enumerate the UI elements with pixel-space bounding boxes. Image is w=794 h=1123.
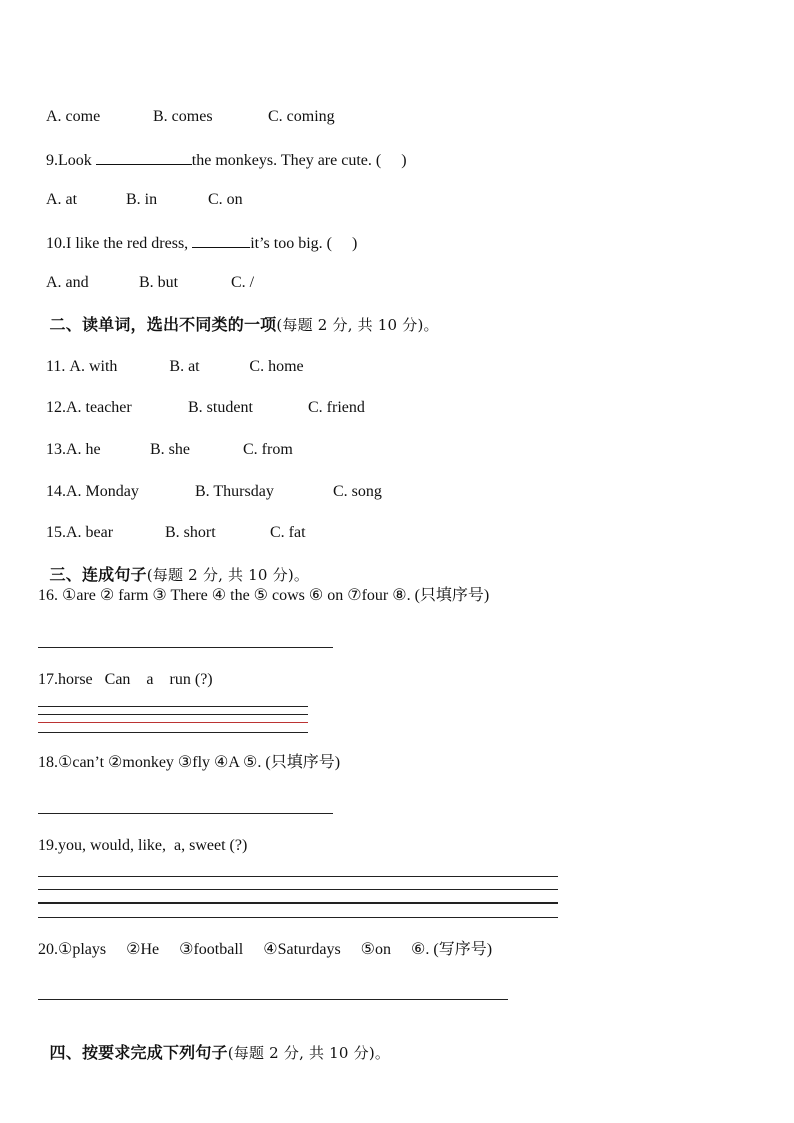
q17-prompt: 17.horse Can a run (?) (38, 671, 213, 688)
q19-prompt: 19.you, would, like, a, sweet (?) (38, 837, 248, 854)
q11-number: 11. (46, 358, 70, 375)
q19-writing-line-4[interactable] (38, 917, 558, 918)
q10-question (38, 212, 357, 254)
q8-option-c: C. coming (268, 108, 335, 125)
q11-option-c: C. home (249, 358, 304, 375)
section-2-score: (每题 2 分, 共 10 分)。 (276, 316, 439, 334)
q15-option-a: A. bear (66, 524, 114, 541)
q13-option-c: C. from (243, 441, 293, 458)
q9-question (38, 129, 407, 171)
q19-writing-line-3[interactable] (38, 902, 558, 904)
q15-row (38, 503, 306, 543)
q9-option-b: B. in (126, 191, 158, 208)
q15-number: 15. (46, 524, 66, 541)
section-4-title: 四、按要求完成下列句子 (49, 1043, 228, 1062)
q19-writing-line-2[interactable] (38, 889, 558, 890)
q17-writing-line-3[interactable] (38, 732, 308, 733)
q20-prompt: 20.①plays ②He ③football ④Saturdays ⑤on ⑥. (写序号) (38, 941, 493, 958)
q18-prompt: 18.①can’t ②monkey ③fly ④A ⑤. (只填序号) (38, 754, 341, 771)
q12-option-a: A. teacher (66, 399, 132, 416)
section-3-score: (每题 2 分, 共 10 分)。 (146, 566, 310, 584)
q12-option-c: C. friend (308, 399, 365, 416)
q8-option-b: B. comes (153, 108, 213, 125)
q17-writing-line-2[interactable] (38, 714, 308, 715)
q12-number: 12. (46, 399, 66, 416)
q13-number: 13. (46, 441, 66, 458)
section-2-heading (38, 295, 439, 335)
q11-option-b: B. at (169, 358, 200, 375)
q18-answer-line[interactable] (38, 813, 333, 814)
q16-answer-line[interactable] (38, 647, 333, 648)
q12-option-b: B. student (188, 399, 253, 416)
section-2-title: 二、读单词，选出不同类的一项 (49, 315, 277, 334)
q9-answer-blank[interactable] (96, 149, 192, 165)
q10-answer-blank[interactable] (192, 232, 250, 248)
q11-option-a: A. with (69, 358, 118, 375)
q13-option-b: B. she (150, 441, 190, 458)
q15-option-b: B. short (165, 524, 216, 541)
q14-number: 14. (46, 483, 66, 500)
q12-row (38, 378, 365, 418)
q10-prefix: 10.I like the red dress, (46, 235, 193, 252)
q10-options (38, 253, 254, 293)
q15-option-c: C. fat (270, 524, 306, 541)
q9-prefix: 9.Look (46, 152, 96, 169)
q8-option-a: A. come (46, 108, 101, 125)
q17-writing-line-1[interactable] (38, 706, 308, 707)
q10-option-a: A. and (46, 274, 89, 291)
q9-option-c: C. on (208, 191, 243, 208)
q14-option-c: C. song (333, 483, 382, 500)
q9-suffix: the monkeys. They are cute. ( ) (191, 152, 407, 169)
section-4-heading (38, 1023, 390, 1063)
q13-row (38, 420, 293, 460)
q19-writing-line-1[interactable] (38, 876, 558, 877)
q14-option-a: A. Monday (66, 483, 139, 500)
q9-option-a: A. at (46, 191, 78, 208)
q20-answer-line[interactable] (38, 999, 508, 1000)
q10-suffix: it’s too big. ( ) (250, 235, 358, 252)
q17-writing-line-red[interactable] (38, 722, 308, 723)
section-4-score: (每题 2 分, 共 10 分)。 (227, 1044, 391, 1062)
q9-options (38, 170, 243, 210)
q13-option-a: A. he (66, 441, 101, 458)
q10-option-c: C. / (231, 274, 255, 291)
section-3-title: 三、连成句子 (49, 565, 147, 584)
q16-prompt: 16. ①are ② farm ③ There ④ the ⑤ cows ⑥ on ⑦four ⑧. (只填序号) (38, 587, 490, 604)
section-3-heading (38, 545, 309, 585)
q8-options (38, 87, 335, 127)
q10-option-b: B. but (139, 274, 179, 291)
q14-option-b: B. Thursday (195, 483, 274, 500)
q14-row (38, 462, 382, 502)
q11-row (38, 337, 304, 377)
